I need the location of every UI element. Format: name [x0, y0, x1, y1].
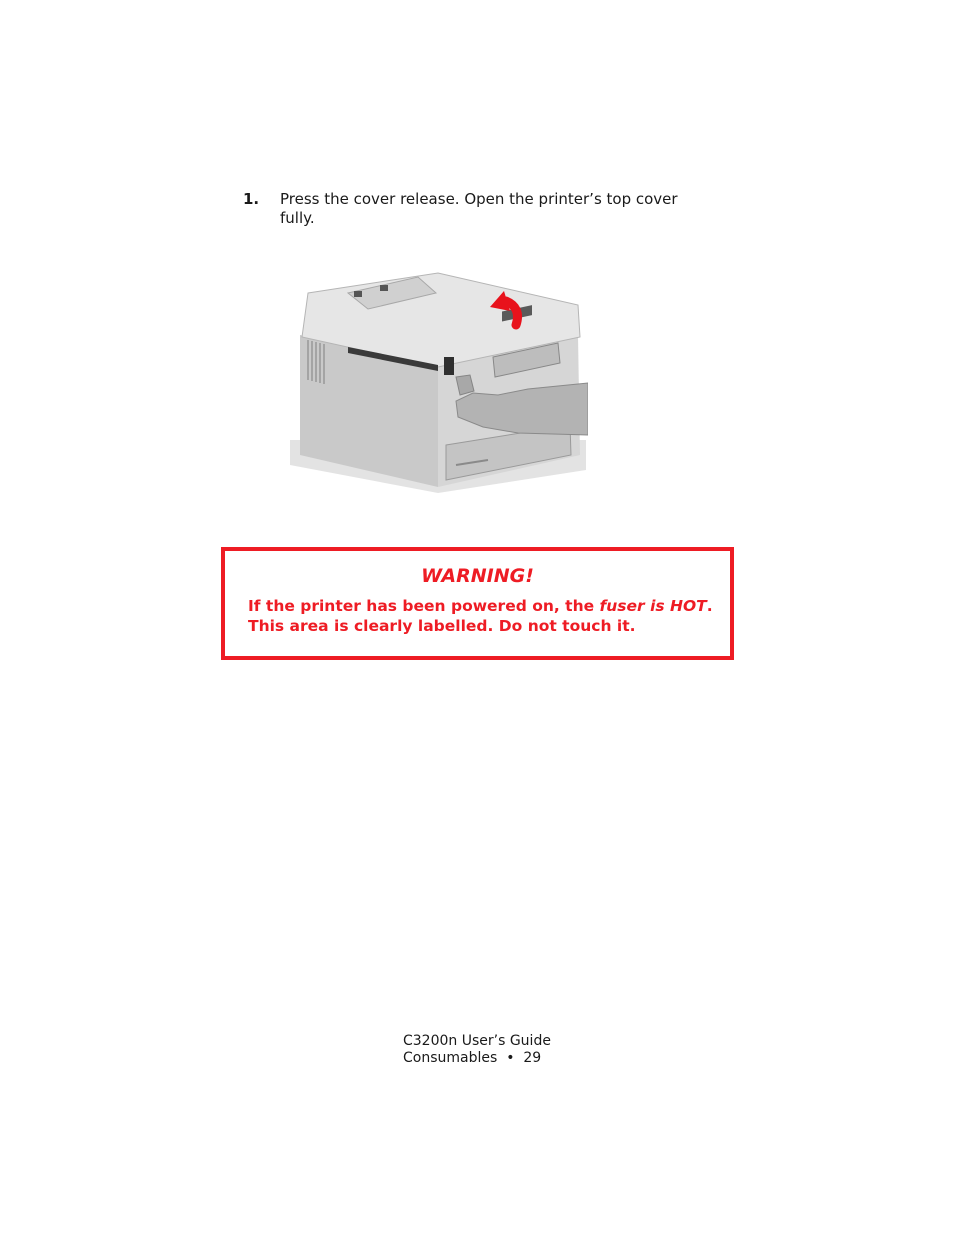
- warning-text-part2: . This area is clearly labelled. Do not touch it.: [248, 597, 713, 635]
- footer-bullet: •: [506, 1050, 515, 1066]
- warning-text-emphasis: fuser is HOT: [599, 597, 707, 615]
- footer-section-line: [403, 1050, 551, 1067]
- footer-guide-title: C3200n User’s Guide: [403, 1033, 551, 1049]
- footer-page-number: 29: [523, 1050, 542, 1066]
- warning-box: [221, 547, 734, 660]
- page-footer: [403, 1033, 551, 1067]
- printer-open-cover-illustration: [288, 265, 588, 497]
- footer-section: Consumables: [403, 1050, 498, 1066]
- step-number: 1.: [243, 190, 260, 208]
- warning-text: [248, 596, 718, 636]
- step-text: Press the cover release. Open the printer’s top cover fully.: [280, 190, 678, 227]
- warning-title: WARNING!: [421, 565, 534, 587]
- warning-text-part1: If the printer has been powered on, the: [248, 597, 600, 615]
